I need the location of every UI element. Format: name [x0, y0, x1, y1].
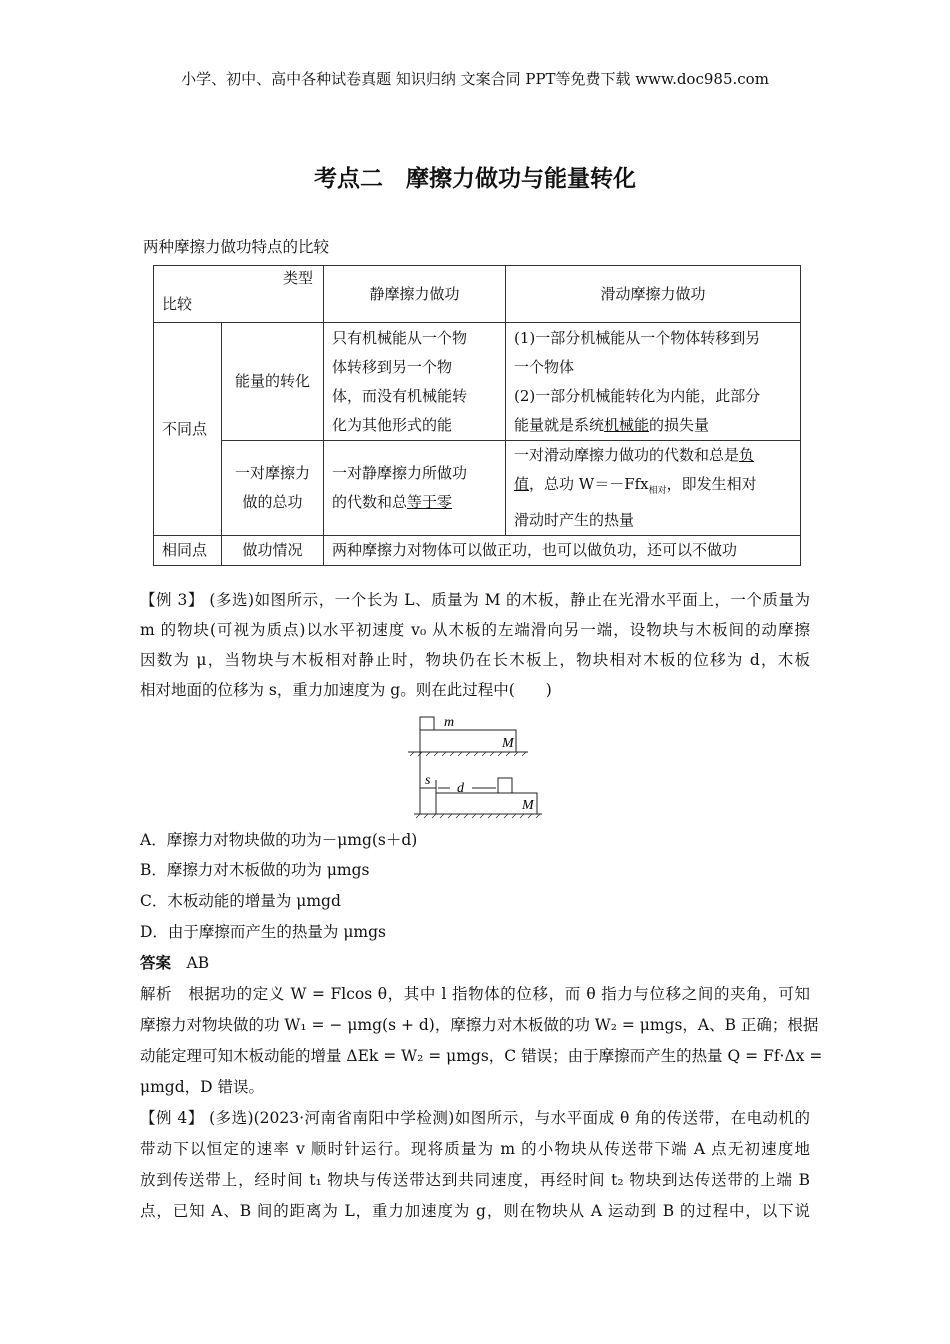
corner-top: 类型 [282, 269, 313, 287]
row2-sliding [506, 441, 801, 536]
text: ，即发生相对 [666, 475, 757, 493]
corner-bottom: 比较 [162, 295, 193, 313]
label-m: m [444, 715, 455, 730]
text-line [332, 488, 497, 517]
board-block-diagram [400, 710, 550, 820]
analysis-line: 摩擦力对物块做的功 W₁ = − μmg(s + d)，摩擦力对木板做的功 W₂ = μmgs，A、B 正确；根据 [140, 1016, 819, 1034]
row2-static [324, 441, 506, 536]
answer-value: AB [186, 954, 210, 972]
option-b: B．摩擦力对木板做的功为 μmgs [140, 861, 370, 879]
example3-line: m 的物块(可视为质点)以水平初速度 v₀ 从木板的左端滑向另一端，设物块与木板间的动摩擦 [140, 621, 810, 639]
example3-line: 相对地面的位移为 s，重力加速度为 g。则在此过程中( ) [140, 681, 552, 699]
example4-line: 点，已知 A、B 间的距离为 L，重力加速度为 g，则在物块从 A 运动到 B 的过程中，以下说 [140, 1202, 810, 1220]
comparison-table [153, 265, 801, 566]
row2-label [222, 441, 324, 536]
same-label: 相同点 [154, 536, 222, 566]
text-line: 滑动时产生的热量 [514, 511, 635, 529]
analysis-line: μmgd，D 错误。 [140, 1078, 264, 1096]
text-line: 做的总功 [242, 493, 303, 511]
text-line: (2)一部分机械能转化为内能，此部分 [514, 386, 761, 405]
answer [140, 948, 810, 978]
label-s: s [425, 773, 431, 788]
section-title: 考点二 摩擦力做功与能量转化 [314, 166, 636, 192]
analysis-line: 解析 根据功的定义 W = Flcos θ，其中 l 指物体的位移，而 θ 指力与位移之间的夹角，可知 [140, 985, 810, 1003]
example3-line: 【例 3】 (多选)如图所示，一个长为 L、质量为 M 的木板，静止在光滑水平面上，一个质量为 [140, 591, 810, 609]
example4-line: 【例 4】 (多选)(2023·河南省南阳中学检测)如图所示，与水平面成 θ 角的传送带，在电动机的 [140, 1109, 810, 1127]
option-d: D．由于摩擦而产生的热量为 μmgs [140, 923, 387, 941]
block-after [498, 778, 512, 793]
text: 一对滑动摩擦力做功的代数和总是 [514, 446, 740, 464]
text-line: (1)一部分机械能从一个物体转移到另 [514, 328, 761, 347]
example4-line: 放到传送带上，经时间 t₁ 物块与传送带达到共同速度，再经时间 t₂ 物块到达传送带的上端 B [140, 1171, 810, 1189]
text: ，总功 W＝－Ffx [529, 475, 649, 493]
subscript: 相对 [648, 486, 667, 496]
underlined-text: 值 [514, 475, 530, 493]
text-line [514, 441, 792, 470]
text-line: 一对摩擦力 [234, 464, 310, 482]
row3-value: 两种摩擦力对物体可以做正功，也可以做负功，还可以不做功 [324, 536, 801, 566]
table-caption: 两种摩擦力做功特点的比较 [143, 238, 330, 256]
row1-label: 能量的转化 [222, 323, 324, 441]
header-sliding: 滑动摩擦力做功 [506, 266, 801, 323]
corner-cell [154, 266, 324, 323]
label-M-after: M [522, 798, 534, 813]
label-M-before: M [502, 736, 514, 751]
text-line: 化为其他形式的能 [332, 415, 453, 434]
underlined-text: 机械能 [604, 415, 650, 434]
answer-label: 答案 [140, 953, 172, 972]
example4-line: 带动下以恒定的速率 v 顺时针运行。现将质量为 m 的小物块从传送带下端 A 点无初速度地 [140, 1140, 810, 1158]
text-line: 体转移到另一个物 [332, 357, 453, 376]
underlined-text: 等于零 [407, 493, 453, 511]
text-line: 只有机械能从一个物 [332, 328, 468, 347]
option-a: A．摩擦力对物块做的功为－μmg(s＋d) [140, 831, 418, 849]
diff-label: 不同点 [154, 323, 222, 536]
header-static: 静摩擦力做功 [324, 266, 506, 323]
example3-line: 因数为 μ，当物块与木板相对静止时，物块仍在长木板上，物块相对木板的位移为 d，木板 [140, 651, 810, 669]
text-line: 一个物体 [514, 357, 575, 376]
row1-sliding [506, 323, 801, 441]
text-line: 一对静摩擦力所做功 [332, 464, 468, 482]
text-line [514, 411, 792, 440]
text: 的代数和总 [332, 493, 408, 511]
row3-label: 做功情况 [222, 536, 324, 566]
text: 的损失量 [649, 415, 710, 434]
text-line [514, 470, 792, 506]
row1-static [324, 323, 506, 441]
text: 能量就是系统 [514, 415, 605, 434]
option-c: C．木板动能的增量为 μmgd [140, 892, 341, 910]
underlined-text: 负 [739, 446, 755, 464]
block-before [420, 717, 434, 730]
label-d: d [457, 781, 464, 796]
page-header: 小学、初中、高中各种试卷真题 知识归纳 文案合同 PPT等免费下载 www.doc985.com [181, 70, 769, 88]
text-line: 体，而没有机械能转 [332, 386, 468, 405]
analysis-line: 动能定理可知木板动能的增量 ΔEk = W₂ = μmgs，C 错误；由于摩擦而产生的热量 Q = Ff·Δx = [140, 1047, 823, 1065]
